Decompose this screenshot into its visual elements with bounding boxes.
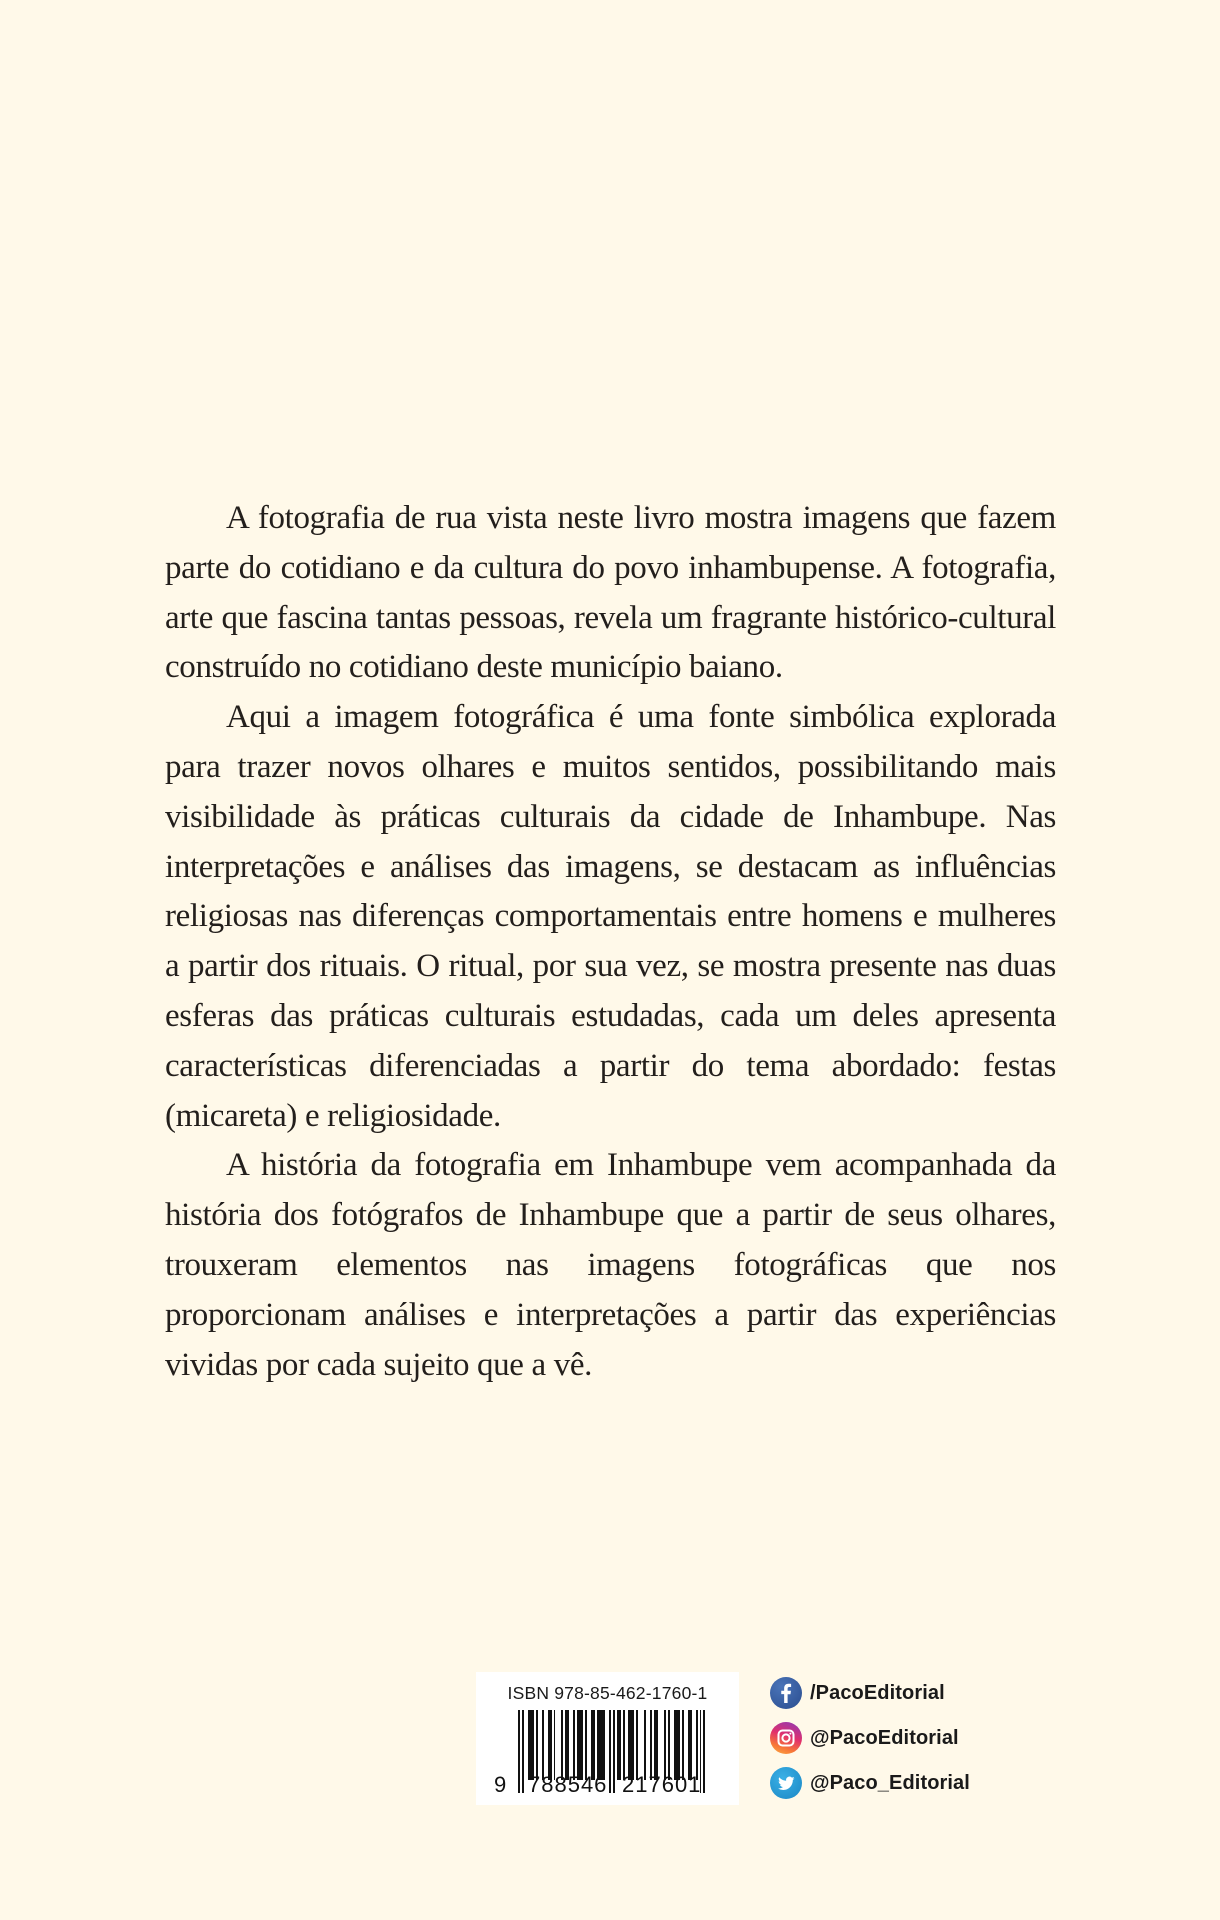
instagram-icon bbox=[770, 1722, 802, 1754]
isbn-digits-right: 217601 bbox=[622, 1772, 702, 1797]
social-twitter[interactable] bbox=[770, 1766, 970, 1800]
barcode-icon bbox=[518, 1710, 706, 1780]
facebook-handle: /PacoEditorial bbox=[810, 1681, 945, 1704]
isbn-barcode-block bbox=[476, 1672, 739, 1805]
isbn-digit-prefix: 9 bbox=[494, 1772, 508, 1797]
twitter-icon bbox=[770, 1767, 802, 1799]
facebook-icon bbox=[770, 1677, 802, 1709]
social-media-links bbox=[770, 1676, 970, 1811]
isbn-label: ISBN 978-85-462-1760-1 bbox=[507, 1683, 708, 1703]
isbn-digits bbox=[494, 1772, 702, 1902]
isbn-digits-left: 788546 bbox=[528, 1772, 608, 1797]
blurb-paragraph-1: A fotografia de rua vista neste livro mostra imagens que fazem parte do cotidiano e da cultura do povo inhambupense. A fotografia, arte que fascina tantas pessoas, revela um fragrante histórico-cultural construído no cotidiano deste município baiano. bbox=[165, 500, 1056, 686]
twitter-handle: @Paco_Editorial bbox=[810, 1771, 970, 1794]
instagram-handle: @PacoEditorial bbox=[810, 1726, 959, 1749]
back-cover-blurb bbox=[165, 494, 1056, 1390]
social-instagram[interactable] bbox=[770, 1721, 970, 1755]
social-facebook[interactable] bbox=[770, 1676, 970, 1710]
blurb-paragraph-2: Aqui a imagem fotográfica é uma fonte simbólica explorada para trazer novos olhares e muitos sentidos, possibilitando mais visibilidade às práticas culturais da cidade de Inhambupe. Nas interpretações e análises das imagens, se destacam as influências religiosas nas diferenças comportamentais entre homens e mulheres a partir dos rituais. O ritual, por sua vez, se mostra presente nas duas esferas das práticas culturais estudadas, cada um deles apresenta características diferenciadas a partir do tema abordado: festas (micareta) e religiosidade. bbox=[165, 699, 1056, 1134]
blurb-paragraph-3: A história da fotografia em Inhambupe vem acompanhada da história dos fotógrafos de Inhambupe que a partir de seus olhares, trouxeram elementos nas imagens fotográficas que nos proporcionam análises e interpretações a partir das experiências vividas por cada sujeito que a vê. bbox=[165, 1147, 1056, 1383]
